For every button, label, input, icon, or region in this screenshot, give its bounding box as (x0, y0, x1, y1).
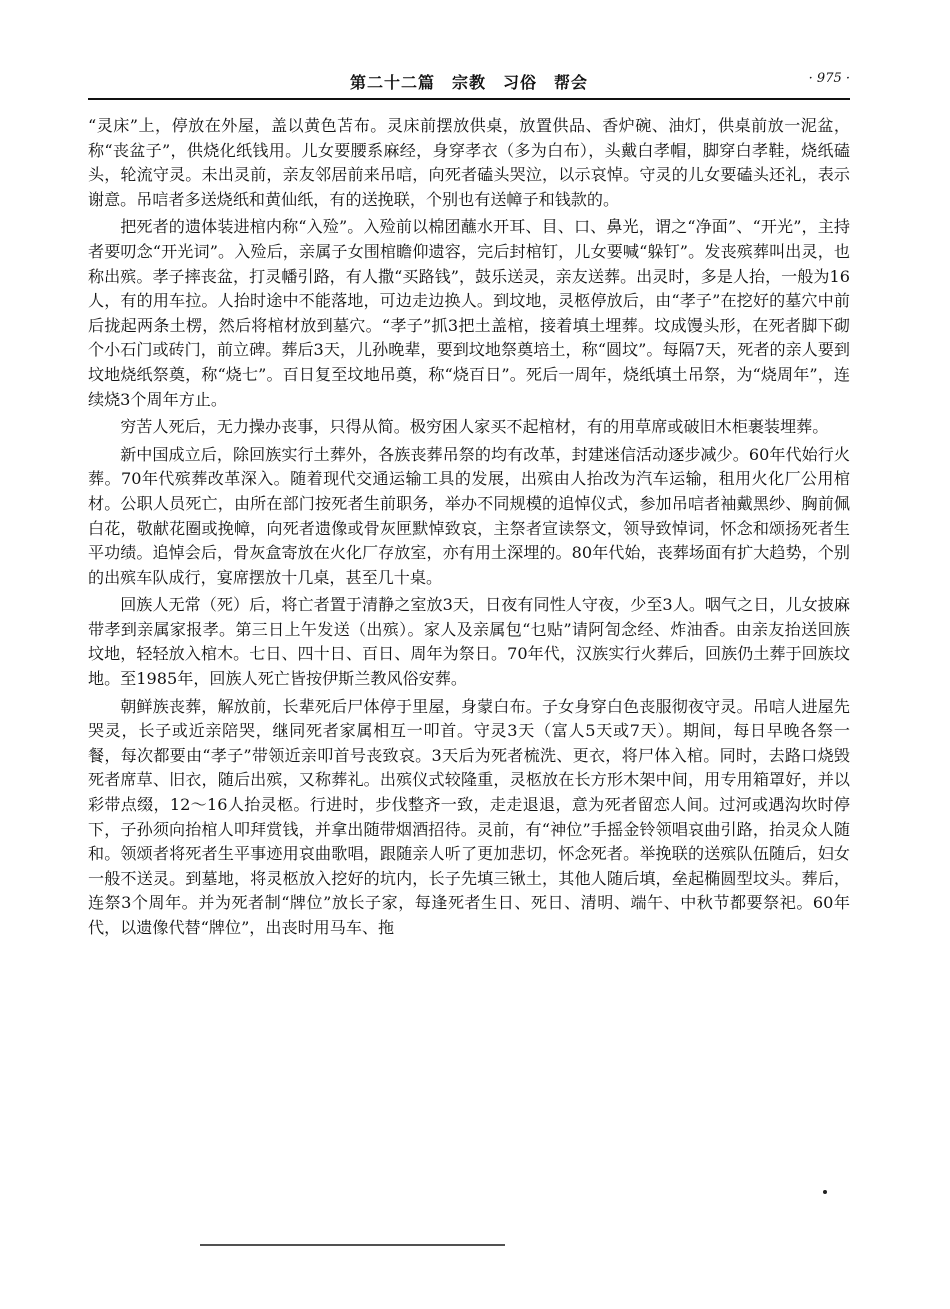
header-rule (88, 98, 850, 100)
body-text (88, 114, 850, 944)
paragraph: 回族人无常（死）后，将亡者置于清静之室放3天，日夜有同性人守夜，少至3人。咽气之日，儿女披麻带孝到亲属家报孝。第三日上午发送（出殡）。家人及亲属包“乜贴”请阿訇念经、炸油香。由亲友抬送回族坟地，轻轻放入棺木。七日、四十日、百日、周年为祭日。70年代，汉族实行火葬后，回族仍土葬于回族坟地。至1985年，回族人死亡皆按伊斯兰教风俗安葬。 (88, 595, 850, 689)
page-header (88, 62, 850, 102)
scan-artifact-line (200, 1244, 505, 1246)
paragraph: 新中国成立后，除回族实行土葬外，各族丧葬吊祭的均有改革，封建迷信活动逐步减少。60年代始行火葬。70年代殡葬改革深入。随着现代交通运输工具的发展，出殡由人抬改为汽车运输，租用火化厂公用棺材。公职人员死亡，由所在部门按死者生前职务，举办不同规模的追悼仪式，参加吊唁者袖戴黑纱、胸前佩白花，敬献花圈或挽幛，向死者遗像或骨灰匣默悼致哀，主祭者宣读祭文，领导致悼词，怀念和颂扬死者生平功绩。追悼会后，骨灰盒寄放在火化厂存放室，亦有用土深埋的。80年代始，丧葬场面有扩大趋势，个别的出殡车队成行，宴席摆放十几桌，甚至几十桌。 (88, 444, 850, 587)
paragraph: 朝鲜族丧葬，解放前，长辈死后尸体停于里屋，身蒙白布。子女身穿白色丧服彻夜守灵。吊唁人进屋先哭灵，长子或近亲陪哭，继同死者家属相互一叩首。守灵3天（富人5天或7天）。期间，每日早晚各祭一餐，每次都要由“孝子”带领近亲叩首号丧致哀。3天后为死者梳洗、更衣，将尸体入棺。同时，去路口烧毁死者席草、旧衣，随后出殡，又称葬礼。出殡仪式较隆重，灵柩放在长方形木架中间，用专用箱罩好，并以彩带点缀，12～16人抬灵柩。行进时，步伐整齐一致，走走退退，意为死者留恋人间。过河或遇沟坎时停下，子孙须向抬棺人叩拜赏钱，并拿出随带烟酒招待。灵前，有“神位”手摇金铃领唱哀曲引路，抬灵众人随和。领颂者将死者生平事迹用哀曲歌唱，跟随亲人听了更加悲切，怀念死者。举挽联的送殡队伍随后，妇女一般不送灵。到墓地，将灵柩放入挖好的坑内，长子先填三锹土，其他人随后填，垒起椭圆型坟头。葬后，连祭3个周年。并为死者制“牌位”放长子家，每逢死者生日、死日、清明、端午、中秋节都要祭祀。60年代，以遗像代替“牌位”，出丧时用马车、拖 (88, 696, 850, 937)
chapter-title: 第二十二篇 宗教 习俗 帮会 (349, 73, 588, 92)
paragraph: 穷苦人死后，无力操办丧事，只得从简。极穷困人家买不起棺材，有的用草席或破旧木柜裹装埋葬。 (120, 417, 829, 437)
scan-speck (823, 1190, 827, 1194)
paragraph: 把死者的遗体装进棺内称“入殓”。入殓前以棉团蘸水开耳、目、口、鼻光，谓之“净面”、“开光”，主持者要叨念“开光词”。入殓后，亲属子女围棺瞻仰遗容，完后封棺钉，儿女要喊“躲钉”。发丧殡葬叫出灵，也称出殡。孝子摔丧盆，打灵幡引路，有人撒“买路钱”，鼓乐送灵，亲友送葬。出灵时，多是人抬，一般为16人，有的用车拉。人抬时途中不能落地，可边走边换人。到坟地，灵柩停放后，由“孝子”在挖好的墓穴中前后拢起两条土楞，然后将棺材放到墓穴。“孝子”抓3把土盖棺，接着填土埋葬。坟成馒头形，在死者脚下砌个小石门或砖门，前立碑。葬后3天，儿孙晚辈，要到坟地祭奠培土，称“圆坟”。每隔7天，死者的亲人要到坟地烧纸祭奠，称“烧七”。百日复至坟地吊奠，称“烧百日”。死后一周年，烧纸填土吊祭，为“烧周年”，连续烧3个周年方止。 (88, 217, 850, 409)
page-number: · 975 · (808, 71, 850, 86)
paragraph: “灵床”上，停放在外屋，盖以黄色苫布。灵床前摆放供桌，放置供品、香炉碗、油灯，供桌前放一泥盆，称“丧盆子”，供烧化纸钱用。儿女要腰系麻经，身穿孝衣（多为白布），头戴白孝帽，脚穿白孝鞋，烧纸磕头，轮流守灵。未出灵前，亲友邻居前来吊唁，向死者磕头哭泣，以示哀悼。守灵的儿女要磕头还礼，表示谢意。吊唁者多送烧纸和黄仙纸，有的送挽联，个别也有送幛子和钱款的。 (88, 116, 850, 209)
